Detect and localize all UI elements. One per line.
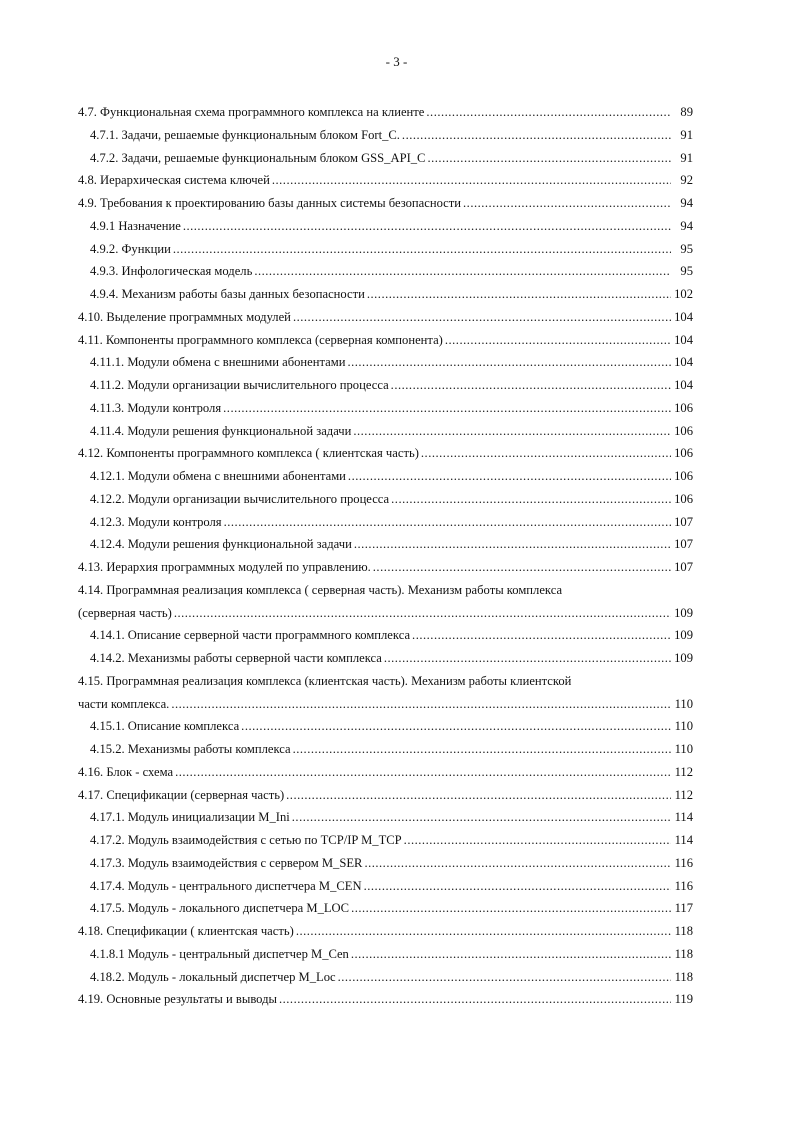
dot-leader: [173, 238, 671, 261]
toc-entry-title: 4.11.2. Модули организации вычислительного процесса: [90, 378, 389, 392]
toc-entry-title: 4.11.1. Модули обмена с внешними абонентами: [90, 355, 346, 370]
toc-entry[interactable]: [78, 511, 693, 534]
toc-entry-title: 4.19. Основные результаты и выводы: [78, 992, 277, 1007]
dot-leader: [338, 966, 671, 989]
toc-entry-title: 4.12. Компоненты программного комплекса ( клиентская часть): [78, 446, 419, 461]
toc-entry-title: 4.17. Спецификации (серверная часть): [78, 787, 285, 802]
toc-entry[interactable]: [78, 966, 693, 989]
toc-entry-title: 4.15.1. Описание комплекса: [90, 719, 240, 734]
toc-entry-title: (серверная часть): [78, 605, 172, 620]
dot-leader: [272, 169, 671, 192]
toc-entry-title: 4.7. Функциональная схема программного комплекса на клиенте: [78, 105, 425, 119]
toc-entry[interactable]: [78, 374, 693, 397]
toc-entry[interactable]: [78, 875, 693, 898]
toc-entry[interactable]: [78, 283, 693, 306]
dot-leader: [171, 693, 671, 716]
toc-entry[interactable]: [78, 215, 693, 238]
toc-entry-page: 94: [680, 218, 693, 233]
toc-entry[interactable]: [78, 715, 693, 738]
dot-leader: [293, 306, 671, 329]
toc-entry[interactable]: [78, 647, 693, 670]
toc-entry-title: 4.12.4. Модули решения функциональной задачи: [90, 537, 352, 552]
dot-leader: [364, 852, 671, 875]
dot-leader: [463, 192, 671, 215]
dot-leader: [391, 488, 671, 511]
toc-entry[interactable]: [78, 533, 693, 556]
toc-entry-page: 110: [674, 696, 693, 711]
toc-entry-page: 114: [674, 833, 693, 847]
toc-entry-page: 92: [680, 173, 693, 188]
toc-entry-page: 104: [674, 309, 693, 324]
toc-entry-title: 4.17.3. Модуль взаимодействия с сервером M_SER: [90, 855, 363, 870]
dot-leader: [353, 420, 671, 443]
toc-entry-page: 118: [674, 969, 693, 984]
table-of-contents: [78, 101, 693, 1011]
dot-leader: [286, 784, 671, 807]
toc-entry-page: 104: [674, 378, 693, 392]
toc-entry-title: 4.9.1 Назначение: [90, 218, 181, 233]
toc-entry-title: 4.15.2. Механизмы работы комплекса: [90, 742, 291, 756]
toc-entry-title: 4.1.8.1 Модуль - центральный диспетчер M_Cen: [90, 946, 349, 961]
toc-entry-page: 89: [680, 105, 693, 119]
toc-entry-page: 110: [674, 742, 693, 756]
toc-entry-page: 94: [680, 196, 693, 210]
toc-entry-page: 102: [674, 287, 693, 301]
dot-leader: [347, 351, 671, 374]
toc-entry-title: 4.9.3. Инфологическая модель: [90, 264, 253, 279]
toc-entry-page: 106: [674, 423, 693, 438]
toc-entry[interactable]: [78, 738, 693, 761]
toc-entry-title: 4.11. Компоненты программного комплекса (серверная компонента): [78, 332, 443, 347]
toc-entry[interactable]: [78, 329, 693, 352]
toc-entry[interactable]: [78, 420, 693, 443]
toc-entry-title: 4.15. Программная реализация комплекса (клиентская часть). Механизм работы клиентской: [78, 673, 572, 688]
toc-entry-page: 109: [674, 628, 693, 643]
toc-entry-title: 4.17.5. Модуль - локального диспетчера M_LOC: [90, 901, 350, 916]
toc-entry-title: 4.12.2. Модули организации вычислительного процесса: [90, 491, 390, 506]
toc-entry-title: 4.12.1. Модули обмена с внешними абонентами: [90, 469, 346, 483]
toc-entry-page: 116: [674, 878, 693, 893]
toc-entry-page: 118: [674, 924, 693, 938]
dot-leader: [426, 101, 671, 124]
toc-entry[interactable]: [78, 624, 693, 647]
toc-entry-title: 4.17.4. Модуль - центрального диспетчера M_CEN: [90, 878, 362, 893]
toc-entry-title: 4.18. Спецификации ( клиентская часть): [78, 924, 294, 938]
dot-leader: [427, 147, 671, 170]
toc-entry[interactable]: [78, 397, 693, 420]
toc-entry-page: 117: [674, 901, 693, 916]
toc-entry-page: 95: [680, 241, 693, 256]
dot-leader: [364, 875, 671, 898]
toc-entry-page: 118: [674, 946, 693, 961]
toc-entry-title: 4.16. Блок - схема: [78, 764, 174, 779]
toc-entry-title: 4.17.2. Модуль взаимодействия с сетью по TCP/IP M_TCP: [90, 833, 402, 847]
toc-entry-page: 106: [674, 469, 693, 483]
dot-leader: [293, 738, 671, 761]
dot-leader: [224, 511, 671, 534]
toc-entry-page: 114: [674, 810, 693, 825]
toc-entry-page: 109: [674, 605, 693, 620]
dot-leader: [421, 442, 671, 465]
dot-leader: [404, 829, 671, 852]
toc-entry-page: 104: [674, 355, 693, 370]
dot-leader: [175, 761, 671, 784]
toc-entry[interactable]: [78, 943, 693, 966]
toc-entry[interactable]: [78, 238, 693, 261]
toc-entry-title: 4.18.2. Модуль - локальный диспетчер M_Loc: [90, 969, 336, 984]
toc-entry[interactable]: [78, 306, 693, 329]
dot-leader: [223, 397, 671, 420]
toc-entry-page: 107: [674, 560, 693, 574]
toc-entry[interactable]: [78, 920, 693, 943]
toc-entry-title: 4.12.3. Модули контроля: [90, 514, 222, 529]
toc-entry[interactable]: [78, 852, 693, 875]
dot-leader: [351, 943, 671, 966]
dot-leader: [351, 897, 671, 920]
toc-entry[interactable]: [78, 806, 693, 829]
toc-entry-page: 112: [674, 764, 693, 779]
dot-leader: [367, 283, 671, 306]
toc-entry-page: 119: [674, 992, 693, 1007]
toc-entry-page: 110: [674, 719, 693, 734]
toc-entry-title: 4.14. Программная реализация комплекса ( серверная часть). Механизм работы комплекса: [78, 582, 563, 597]
dot-leader: [254, 260, 671, 283]
dot-leader: [174, 602, 671, 625]
toc-entry[interactable]: [78, 784, 693, 807]
toc-entry[interactable]: [78, 192, 693, 215]
toc-entry[interactable]: [78, 579, 693, 602]
dot-leader: [348, 465, 671, 488]
toc-entry[interactable]: [78, 556, 693, 579]
toc-entry-page: 106: [674, 446, 693, 461]
toc-entry-title: 4.9. Требования к проектированию базы данных системы безопасности: [78, 196, 462, 210]
toc-entry-page: 95: [680, 264, 693, 279]
toc-entry[interactable]: [78, 988, 693, 1011]
toc-entry-page: 107: [674, 514, 693, 529]
toc-entry-page: 116: [674, 855, 693, 870]
toc-entry-title: части комплекса.: [78, 696, 170, 711]
toc-entry[interactable]: [78, 670, 693, 693]
dot-leader: [445, 329, 671, 352]
toc-entry-page: 104: [674, 332, 693, 347]
page-number: - 3 -: [385, 54, 408, 69]
dot-leader: [402, 124, 671, 147]
toc-entry-page: 112: [674, 787, 693, 802]
toc-entry[interactable]: [78, 169, 693, 192]
dot-leader: [354, 533, 671, 556]
dot-leader: [384, 647, 671, 670]
dot-leader: [279, 988, 671, 1011]
toc-entry-title: 4.10. Выделение программных модулей: [78, 309, 291, 324]
toc-entry-title: 4.11.3. Модули контроля: [90, 400, 222, 415]
toc-entry[interactable]: [78, 351, 693, 374]
toc-entry-title: 4.13. Иерархия программных модулей по управлению.: [78, 560, 371, 574]
toc-entry[interactable]: [78, 147, 693, 170]
toc-entry[interactable]: [78, 124, 693, 147]
toc-entry-title: 4.17.1. Модуль инициализации M_Ini: [90, 810, 290, 825]
toc-entry-page: 91: [680, 150, 693, 165]
toc-entry-title: 4.11.4. Модули решения функциональной задачи: [90, 423, 352, 438]
toc-entry-page: 109: [674, 651, 693, 665]
toc-entry[interactable]: [78, 602, 693, 625]
dot-leader: [373, 556, 671, 579]
toc-entry-title: 4.7.1. Задачи, решаемые функциональным блоком Fort_C.: [90, 127, 400, 142]
toc-entry-page: 107: [674, 537, 693, 552]
toc-entry-title: 4.14.2. Механизмы работы серверной части комплекса: [90, 651, 382, 665]
toc-entry-title: 4.8. Иерархическая система ключей: [78, 173, 270, 188]
toc-entry-page: 91: [680, 127, 693, 142]
toc-entry[interactable]: [78, 442, 693, 465]
toc-entry[interactable]: [78, 488, 693, 511]
dot-leader: [183, 215, 671, 238]
toc-entry-title: 4.14.1. Описание серверной части программного комплекса: [90, 628, 411, 643]
dot-leader: [296, 920, 671, 943]
toc-entry-page: 106: [674, 400, 693, 415]
toc-entry[interactable]: [78, 465, 693, 488]
toc-entry[interactable]: [78, 693, 693, 716]
toc-entry[interactable]: [78, 260, 693, 283]
toc-entry-title: 4.9.2. Функции: [90, 241, 171, 256]
toc-entry[interactable]: [78, 897, 693, 920]
toc-entry[interactable]: [78, 761, 693, 784]
dot-leader: [292, 806, 671, 829]
toc-entry[interactable]: [78, 829, 693, 852]
dot-leader: [391, 374, 671, 397]
toc-entry[interactable]: [78, 101, 693, 124]
toc-entry-title: 4.9.4. Механизм работы базы данных безопасности: [90, 287, 365, 301]
toc-entry-title: 4.7.2. Задачи, решаемые функциональным блоком GSS_API_C: [90, 150, 426, 165]
dot-leader: [412, 624, 671, 647]
toc-entry-page: 106: [674, 491, 693, 506]
dot-leader: [241, 715, 671, 738]
